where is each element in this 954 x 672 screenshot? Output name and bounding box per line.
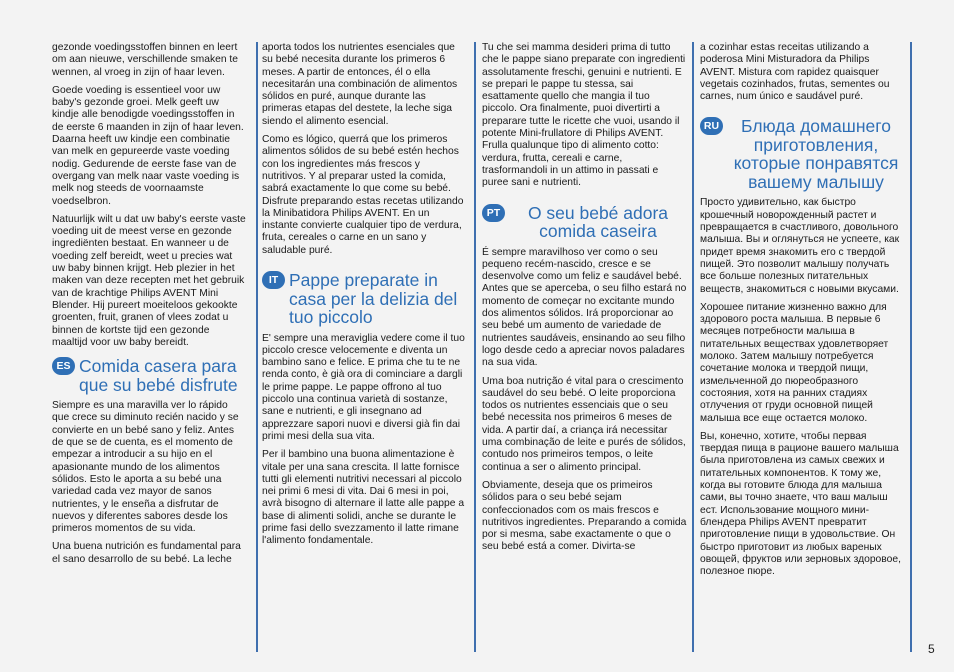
pt-heading-line: O seu bebé adora: [527, 202, 669, 223]
column-3: [482, 42, 687, 640]
column-2: [262, 42, 466, 640]
it-section-heading: [262, 271, 466, 327]
ru-heading-line: вашему малышу: [748, 171, 884, 192]
es-heading-line: Comida casera para: [79, 356, 237, 377]
column-4: [700, 42, 905, 640]
nl-paragraph: gezonde voedingsstoffen binnen en leert om aan nieuwe, verschillende smaken te wennen, al vroeg in zijn of haar leven.: [52, 42, 239, 78]
pt-paragraph: Uma boa nutrição é vital para o crescimento saudável do seu bebé. O leite proporciona todos os nutrientes essenciais que o seu bebé necessita nos primeiros 6 meses de vida. A partir daí, a criança irá necessitar uma combinação de leite e purés de sólidos, contudo nos primeiros tempos, o leite continua a ser o alimento principal.: [482, 375, 686, 473]
column-1: [52, 42, 247, 640]
nl-paragraph: Goede voeding is essentieel voor uw baby's gezonde groei. Melk geeft uw kindje alle benodigde voedingsstoffen in de eerste 6 maanden in zijn of haar leven. Daarna heeft uw kindje een combinatie van melk en gepureerde vaste voeding nodig. Gedurende de eerste fase van de overgang van melk naar vaste voeding is melk nog steeds de voornaamste voedselbron.: [52, 84, 244, 207]
column-divider: [910, 42, 912, 652]
ru-section-heading: [700, 117, 905, 191]
column-divider: [474, 42, 476, 652]
pt-paragraph: Obviamente, deseja que os primeiros sólidos para o seu bebé sejam confeccionados com os mais frescos e nutritivos ingredientes. Preparando a comida por si mesma, sabe exactamente o que o seu bebé está a comer. Divirta-se: [482, 479, 687, 553]
ru-heading-line: Блюда домашнего: [741, 116, 891, 137]
ru-paragraph: Хорошее питание жизненно важно для здорового роста малыша. В первые 6 месяцев потребности малыша в питательных веществах удовлетворяет молоко. Затем малышу потребуется сочетание молока и твердой пищи, измельченной до пюреобразного состояния, хотя на ранних стадиях отлучения от груди основной пищей малыша все еще остается молоко.: [700, 301, 889, 424]
es-paragraph: Siempre es una maravilla ver lo rápido que crece su diminuto recién nacido y se convierte en un bebé sano y feliz. Antes de que se de cuenta, es el momento de empezar a introducir a su hijo en el apasionante mundo de los alimentos sólidos. Esto le aporta a su bebé una variedad cada vez mayor de sanos nutrientes, y le enseña a disfrutar de nuevos y diferentes sabores desde los primeros momentos de su vida.: [52, 400, 239, 535]
es-paragraph: Como es lógico, querrá que los primeros alimentos sólidos de su bebé estén hechos con los ingredientes más frescos y nutritivos. Y al preparar usted la comida, sabrá exactamente lo que come su bebé. Disfrute preparando estas recetas utilizando la Minibatidora Philips AVENT. En un instante convierte cualquier tipo de verdura, fruta, cereales o carne en un sano y saludable puré.: [262, 134, 464, 256]
es-section-heading: [52, 357, 247, 394]
pt-paragraph: É sempre maravilhoso ver como o seu pequeno recém-nascido, cresce e se desenvolve como um feliz e saudável bebé. Antes que se aperceba, o seu filho estará no momento de começar no excitante mundo dos alimentos sólidos. Irá proporcionar ao seu bebé um aumento de variedade de nutrientes saudáveis, ensinando ao seu filho logo desde cedo a apreciar novos paladares na sua vida.: [482, 246, 687, 369]
page-number: 5: [928, 642, 935, 656]
pt-section-heading: [482, 204, 687, 241]
it-heading-line: Pappe preparate in: [289, 270, 438, 291]
pt-language-badge: PT: [482, 204, 505, 222]
ru-heading-line: приготовления,: [753, 134, 879, 155]
it-heading-line: tuo piccolo: [289, 307, 373, 328]
pt-heading-line: comida caseira: [539, 221, 657, 242]
es-paragraph: aporta todos los nutrientes esenciales que su bebé necesita durante los primeros 6 meses. A partir de entonces, él o ella necesitarán una combinación de alimentos sólidos en puré, aunque durante las primeras etapas del destete, la leche siga siendo el alimento esencial.: [262, 42, 458, 127]
pt-paragraph: a cozinhar estas receitas utilizando a poderosa Mini Misturadora da Philips AVENT. Mistura com rapidez quaisquer vegetais cozinhados, frutas, sementes ou carnes, num único e saudável puré.: [700, 42, 890, 103]
it-language-badge: IT: [262, 271, 285, 289]
column-divider: [256, 42, 258, 652]
ru-language-badge: RU: [700, 117, 723, 135]
ru-paragraph: Вы, конечно, хотите, чтобы первая твердая пища в рационе вашего малыша была приготовлена из самых свежих и питательных компонентов. К тому же, когда вы готовите блюда для малыша сами, вы точно знаете, что ваш малыш ест. Использование мощного мини-блендера Philips AVENT превратит приготовление пищи в удовольствие. Он быстро приготовит из любых вареных овощей, фруктов или зерновых здоровое, полезное пюре.: [700, 430, 901, 578]
ru-paragraph: Просто удивительно, как быстро крошечный новорожденный растет и превращается в счастливого, довольного малыша. Вы и оглянуться не успеете, как придет время знакомить его с твердой пищей. Это позволит малышу получать все больше полезных питательных веществ, знакомиться с новыми вкусами.: [700, 197, 900, 295]
ru-heading-line: которые понравятся: [733, 153, 899, 174]
es-heading-line: que su bebé disfrute: [79, 374, 238, 395]
column-divider: [692, 42, 694, 652]
it-paragraph: E' sempre una meraviglia vedere come il tuo piccolo cresce velocemente e diventa un bambino sano e felice. E prima che tu te ne renda conto, è già ora di cominciare a dargli le prime pappe. Le pappe offrono al tuo piccolo una continua varietà di sostanze, sane e nutrienti, e gli insegnano ad apprezzare sapori nuovi e diversi già fin dai primi mesi della sua vita.: [262, 332, 465, 442]
it-paragraph: Per il bambino una buona alimentazione è vitale per una sana crescita. Il latte fornisce tutti gli elementi nutritivi necessari al piccolo nei primi 6 mesi di vita. Dai 6 mesi in poi, avrà bisogno di alternare il latte alle pappe a base di alimenti solidi, anche se durante le prime fasi dello svezzamento il latte rimane l'alimento fondamentale.: [262, 449, 465, 547]
es-paragraph: Una buena nutrición es fundamental para el sano desarrollo de su bebé. La leche: [52, 541, 241, 565]
es-language-badge: ES: [52, 357, 75, 375]
nl-paragraph: Natuurlijk wilt u dat uw baby's eerste vaste voeding uit de meest verse en gezonde ingrediënten bestaat. En wanneer u de voeding zelf bereidt, weet u precies wat uw baby binnen krijgt. Heb plezier in het maken van deze recepten met het gebruik van de krachtige Philips AVENT Mini Blender. Hij pureert moeiteloos gekookte groenten, fruit, granen of vlees zodat u binnen de kortste tijd een gezonde maaltijd voor uw baby bereidt.: [52, 213, 246, 348]
it-paragraph: Tu che sei mamma desideri prima di tutto che le pappe siano preparate con ingredienti assolutamente freschi, genuini e nutrienti. E se prepari le pappe tu stessa, sai esattamente quello che mangia il tuo piccolo. Ora finalmente, puoi divertirti a preparare tutte le ricette che vuoi, usando il potente Mini-frullatore di Philips AVENT. Frulla qualunque tipo di alimento cotto: verdura, frutta, cereali e carne, trasformandoli in un attimo in passati e puree sani e nutrienti.: [482, 42, 686, 189]
it-heading-line: casa per la delizia del: [289, 288, 458, 309]
